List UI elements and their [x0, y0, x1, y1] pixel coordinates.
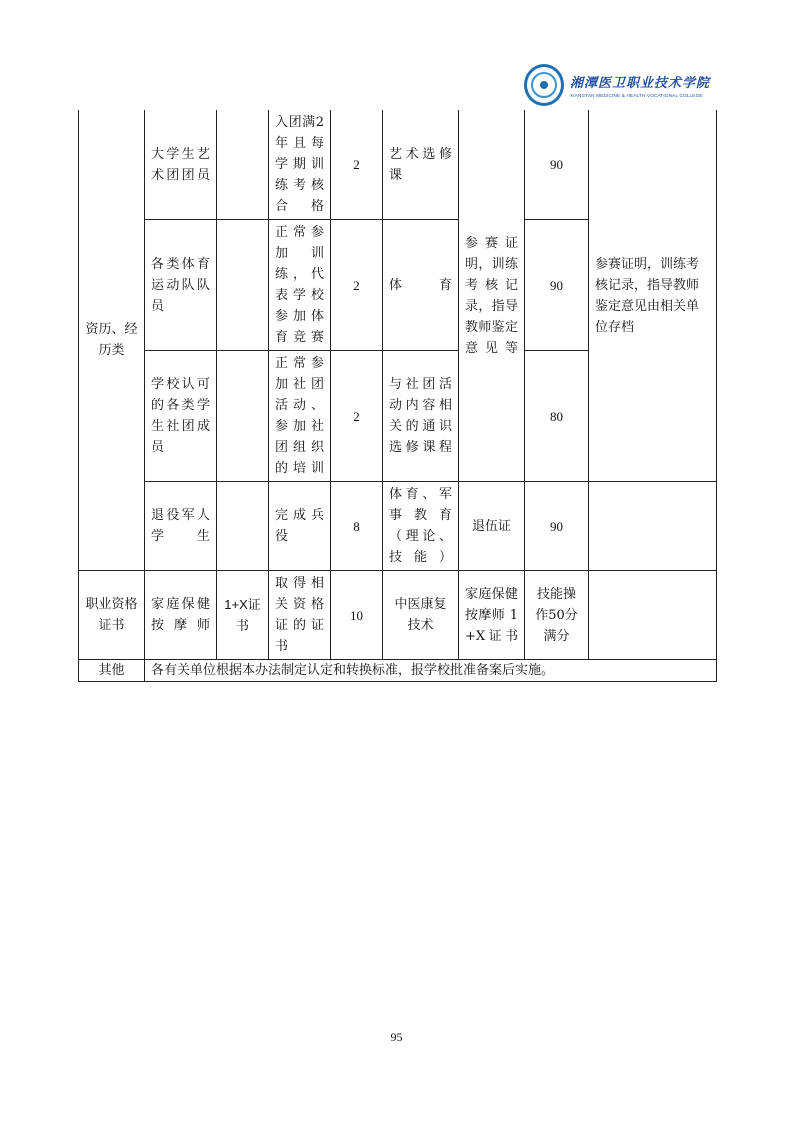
proof-cell: 参赛证明，训练考核记录，指导教师鉴定意见等	[459, 110, 525, 482]
item-name-cell: 退役军人学生	[145, 482, 217, 571]
note-cell: 参赛证明，训练考核记录，指导教师鉴定意见由相关单位存档	[589, 110, 717, 482]
requirement-cell: 正常参加社团活动、参加社团组织的培训	[269, 351, 331, 482]
college-emblem-icon	[524, 64, 564, 106]
course-cell: 艺术选修课	[383, 110, 459, 220]
table-row	[79, 110, 717, 220]
grade-cell: 90	[525, 220, 589, 351]
proof-cell: 退伍证	[459, 482, 525, 571]
note-cell	[589, 482, 717, 571]
course-cell: 中医康复技术	[383, 571, 459, 660]
grade-cell: 80	[525, 351, 589, 482]
requirement-cell: 完成兵役	[269, 482, 331, 571]
credits-cell: 2	[331, 220, 383, 351]
requirement-cell: 正常参加训练，代表学校参加体育竞赛	[269, 220, 331, 351]
logo-english-name: XIANGTAN MEDICINE & HEALTH VOCATIONAL COLLEGE	[569, 93, 703, 98]
item-name-cell: 学校认可的各类学生社团成员	[145, 351, 217, 482]
cert-cell	[217, 110, 269, 220]
item-name-cell: 家庭保健按摩师	[145, 571, 217, 660]
table-row	[79, 482, 717, 571]
grade-cell: 技能操作50分满分	[525, 571, 589, 660]
credits-cell: 8	[331, 482, 383, 571]
course-cell: 体育、军事教育（理论、技能）	[383, 482, 459, 571]
table-row	[79, 660, 717, 682]
credits-cell: 2	[331, 110, 383, 220]
page-number: 95	[390, 1030, 403, 1044]
requirement-cell: 取得相关资格证的证书	[269, 571, 331, 660]
course-cell: 体育	[383, 220, 459, 351]
college-logo	[524, 60, 710, 110]
cert-cell	[217, 482, 269, 571]
credits-cell: 2	[331, 351, 383, 482]
item-name-cell: 大学生艺术团团员	[145, 110, 217, 220]
note-cell	[589, 571, 717, 660]
proof-cell: 家庭保健按摩师 1+X证书	[459, 571, 525, 660]
cert-cell	[217, 220, 269, 351]
cert-cell: 1+X证书	[217, 571, 269, 660]
grade-cell: 90	[525, 482, 589, 571]
credit-conversion-table	[78, 110, 717, 682]
category-cell: 资历、经历类	[79, 110, 145, 571]
category-cell: 职业资格证书	[79, 571, 145, 660]
course-cell: 与社团活动内容相关的通识选修课程	[383, 351, 459, 482]
item-name-cell: 各类体育运动队队员	[145, 220, 217, 351]
category-cell: 其他	[79, 660, 145, 682]
credits-cell: 10	[331, 571, 383, 660]
logo-chinese-name: 湘潭医卫职业技术学院	[569, 76, 710, 91]
table-row	[79, 571, 717, 660]
requirement-cell: 入团满2年且每学期训练考核合格	[269, 110, 331, 220]
other-text-cell: 各有关单位根据本办法制定认定和转换标准，报学校批准备案后实施。	[145, 660, 717, 682]
cert-cell	[217, 351, 269, 482]
grade-cell: 90	[525, 110, 589, 220]
